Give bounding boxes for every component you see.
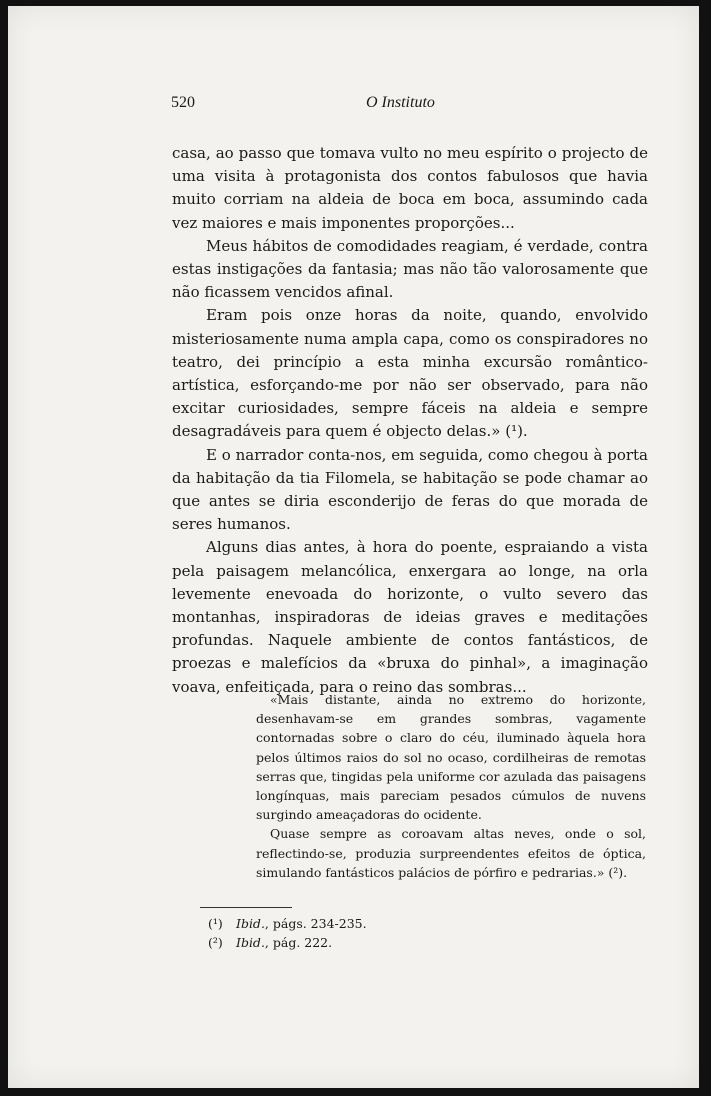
paragraph-1: casa, ao passo que tomava vulto no meu espírito o projecto de uma visita à protagonista dos contos fabulosos que havia muito corriam na aldeia de boca em boca, assumindo cada vez maiores e mais imponentes proporções... — [172, 144, 648, 232]
book-page — [8, 6, 699, 1088]
page-number: 520 — [171, 94, 195, 111]
footnote-mark: (¹) — [208, 916, 223, 931]
running-title: O Instituto — [366, 94, 435, 111]
footnote-1 — [208, 914, 508, 933]
footnote-rule — [200, 907, 292, 908]
footnote-ibid: Ibid. — [236, 916, 265, 931]
paragraph-2: Meus hábitos de comodidades reagiam, é verdade, contra estas instigações da fantasia; mas não tão valorosamente que não ficassem vencidos afinal. — [172, 236, 648, 302]
footnote-ibid: Ibid. — [236, 935, 265, 950]
paragraph-3: Eram pois onze horas da noite, quando, envolvido misteriosamente numa ampla capa, como os conspiradores no teatro, dei princípio a esta minha excursão romântico-artística, esforçando-me por não ser observado, para não excitar curiosidades, sempre fáceis na aldeia e sempre desagradáveis para quem é objecto delas.» (¹). — [172, 306, 648, 441]
quote-paragraph-2: Quase sempre as coroavam altas neves, onde o sol, reflectindo-se, produzia surpreendentes efeitos de óptica, simulando fantásticos palácios de pórfiro e pedrarias.» (²). — [256, 826, 646, 880]
paragraph-4: E o narrador conta-nos, em seguida, como chegou à porta da habitação da tia Filomela, se habitação se pode chamar ao que antes se diria esconderijo de feras do que morada de seres humanos. — [172, 445, 648, 534]
footnote-ref: , págs. 234-235. — [264, 916, 367, 931]
block-quote — [256, 690, 646, 882]
page-header — [8, 94, 699, 118]
footnotes — [208, 914, 508, 952]
paragraph-5: Alguns dias antes, à hora do poente, espraiando a vista pela paisagem melancólica, enxergara ao longe, na orla levemente enevoada do horizonte, o vulto severo das montanhas, inspiradoras de ideias graves e meditações profundas. Naquele ambiente de contos fantásticos, de proezas e malefícios da «bruxa do pinhal», a imaginação voava, enfeitiçada, para o reino das sombras... — [172, 538, 648, 696]
footnote-ref: , pág. 222. — [264, 935, 333, 950]
footnote-mark: (²) — [208, 935, 223, 950]
main-text — [172, 142, 648, 699]
footnote-2 — [208, 933, 508, 952]
quote-paragraph-1: «Mais distante, ainda no extremo do horizonte, desenhavam-se em grandes sombras, vagamente contornadas sobre o claro do céu, iluminado àquela hora pelos últimos raios do sol no ocaso, cordilheiras de remotas serras que, tingidas pela uniforme cor azulada das paisagens longínquas, mais pareciam pesados cúmulos de nuvens surgindo ameaçadoras do ocidente. — [256, 692, 646, 823]
